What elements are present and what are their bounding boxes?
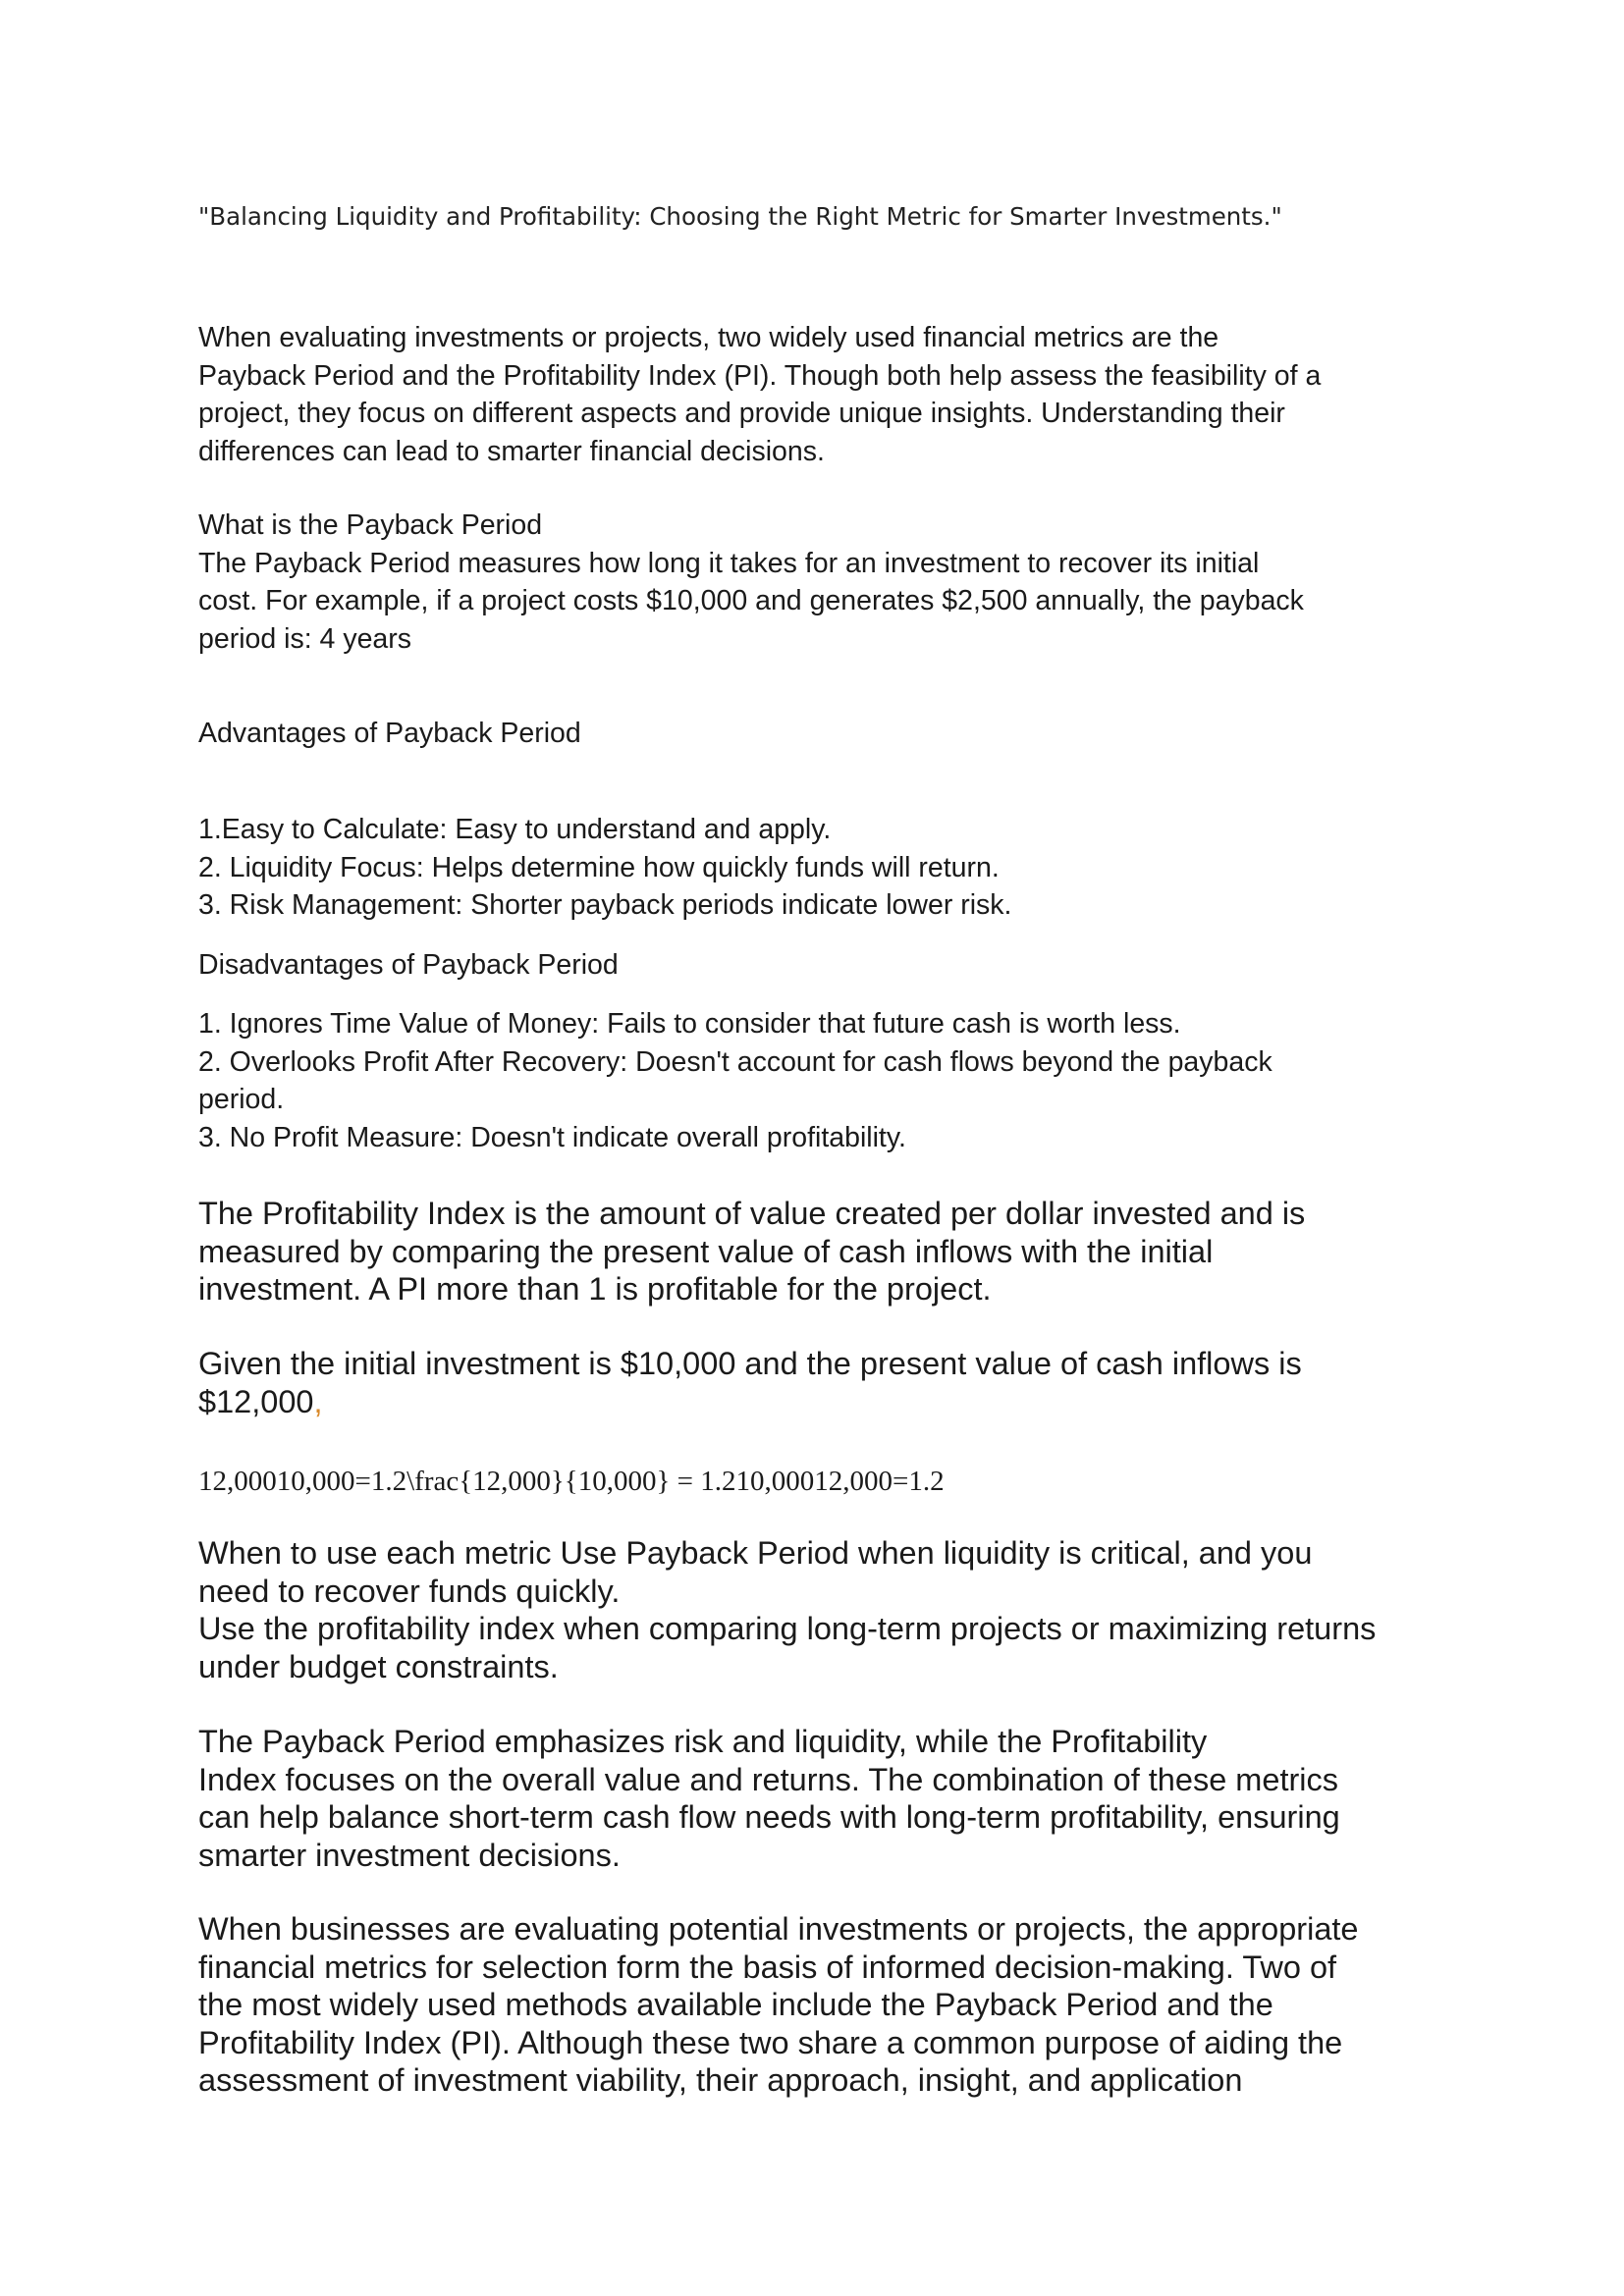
closing-paragraph — [198, 1910, 1475, 2100]
when-to-use-line: Use the profitability index when comparing long-term projects or maximizing returns — [198, 1611, 1377, 1646]
when-to-use-line: When to use each metric Use Payback Period when liquidity is critical, and you — [198, 1535, 1313, 1571]
when-to-use-paragraph — [198, 1534, 1475, 1685]
advantage-item: 2. Liquidity Focus: Helps determine how quickly funds will return. — [198, 851, 1000, 883]
given-paragraph — [198, 1345, 1475, 1420]
closing-line: assessment of investment viability, their approach, insight, and application — [198, 2062, 1243, 2098]
advantages-heading: Advantages of Payback Period — [198, 718, 581, 749]
pi-definition-paragraph — [198, 1195, 1475, 1308]
closing-line: When businesses are evaluating potential investments or projects, the appropriate — [198, 1911, 1359, 1947]
intro-line: project, they focus on different aspects and provide unique insights. Understanding their — [198, 398, 1285, 429]
given-line: Given the initial investment is $10,000 and the present value of cash inflows is — [198, 1346, 1302, 1381]
disadvantage-item: 3. No Profit Measure: Doesn't indicate overall profitability. — [198, 1121, 906, 1153]
disadvantage-item: period. — [198, 1084, 285, 1115]
closing-line: Profitability Index (PI). Although these two share a common purpose of aiding the — [198, 2024, 1343, 2060]
advantage-item: 3. Risk Management: Shorter payback periods indicate lower risk. — [198, 889, 1012, 921]
intro-paragraph — [198, 319, 1475, 470]
disadvantages-list — [198, 1005, 1475, 1156]
summary-line: The Payback Period emphasizes risk and liquidity, while the Profitability — [198, 1724, 1208, 1759]
when-to-use-line: need to recover funds quickly. — [198, 1573, 621, 1609]
given-line — [198, 1383, 1475, 1421]
payback-section — [198, 507, 1475, 658]
summary-line: Index focuses on the overall value and returns. The combination of these metrics — [198, 1761, 1339, 1797]
disadvantage-item: 2. Overlooks Profit After Recovery: Doesn't account for cash flows beyond the payback — [198, 1045, 1272, 1078]
disadvantage-item: 1. Ignores Time Value of Money: Fails to consider that future cash is worth less. — [198, 1008, 1181, 1040]
advantage-item: 1.Easy to Calculate: Easy to understand and apply. — [198, 814, 832, 845]
payback-line: period is: 4 years — [198, 622, 412, 655]
when-to-use-line: under budget constraints. — [198, 1648, 559, 1684]
given-amount: $12,000 — [198, 1383, 314, 1419]
intro-line: When evaluating investments or projects, two widely used financial metrics are the — [198, 322, 1219, 353]
intro-line: differences can lead to smarter financial decisions. — [198, 435, 825, 467]
summary-line: can help balance short-term cash flow needs with long-term profitability, ensuring — [198, 1799, 1340, 1835]
closing-line: financial metrics for selection form the basis of informed decision-making. Two of — [198, 1949, 1337, 1985]
pi-definition-line: The Profitability Index is the amount of value created per dollar invested and is — [198, 1196, 1306, 1231]
advantages-list — [198, 811, 1475, 925]
intro-line: Payback Period and the Profitability Index (PI). Though both help assess the feasibility of a — [198, 359, 1322, 392]
document-title: "Balancing Liquidity and Profitability: Choosing the Right Metric for Smarter Investments." — [198, 202, 1282, 231]
summary-paragraph — [198, 1723, 1475, 1874]
pi-definition-line: measured by comparing the present value of cash inflows with the initial — [198, 1233, 1214, 1269]
payback-line: The Payback Period measures how long it takes for an investment to recover its initial — [198, 547, 1260, 579]
disadvantages-heading: Disadvantages of Payback Period — [198, 949, 619, 981]
pi-formula: 12,00010,000=1.2\frac{12,000}{10,000} = 1.210,00012,000=1.2 — [198, 1466, 945, 1497]
pi-definition-line: investment. A PI more than 1 is profitable for the project. — [198, 1271, 992, 1307]
closing-line: the most widely used methods available include the Payback Period and the — [198, 1987, 1273, 2022]
given-comma: , — [313, 1383, 323, 1419]
payback-heading: What is the Payback Period — [198, 509, 543, 541]
payback-line: cost. For example, if a project costs $10,000 and generates $2,500 annually, the payback — [198, 585, 1304, 616]
summary-line: smarter investment decisions. — [198, 1837, 621, 1873]
